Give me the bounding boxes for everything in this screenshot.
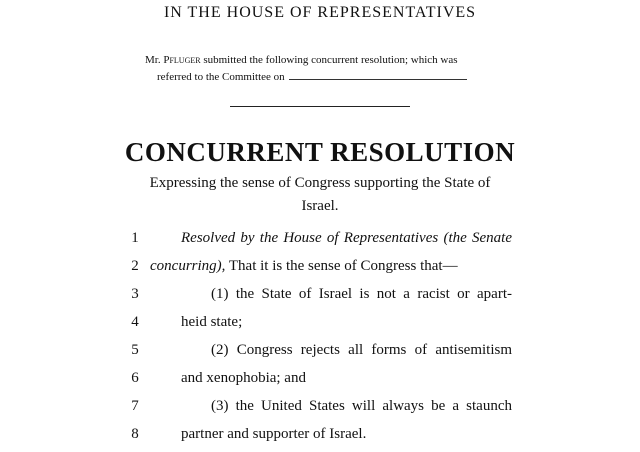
sponsor-action: submitted the following concurrent resolution; which was — [200, 54, 458, 66]
resolution-line — [0, 230, 640, 252]
resolution-line — [0, 314, 640, 336]
line-number: 7 — [131, 398, 139, 414]
line-text: heid state; — [181, 314, 243, 330]
resolution-line — [0, 426, 640, 448]
resolution-line — [0, 286, 640, 308]
resolution-line — [0, 258, 640, 280]
resolution-line — [0, 398, 640, 420]
resolution-line — [0, 370, 640, 392]
line-text: (2) Congress rejects all forms of antisemitism — [211, 342, 512, 358]
sponsor-name: Pfluger — [163, 54, 201, 66]
line-number: 4 — [131, 314, 139, 330]
document-title: CONCURRENT RESOLUTION — [124, 137, 516, 167]
line-text: and xenophobia; and — [181, 370, 306, 386]
line-text — [150, 258, 458, 275]
sponsor-line — [145, 52, 505, 68]
line-number: 1 — [131, 230, 139, 246]
sponsor-prefix: Mr. — [145, 54, 164, 66]
line-text: partner and supporter of Israel. — [181, 426, 367, 442]
committee-referral-text: referred to the Committee on — [157, 71, 285, 83]
line-number: 2 — [131, 258, 139, 274]
line-italic-text: concurring), — [150, 258, 226, 274]
line-text: (3) the United States will always be a staunch — [211, 398, 512, 414]
line-number: 8 — [131, 426, 139, 442]
committee-referral-line — [157, 68, 517, 85]
committee-blank — [289, 68, 467, 80]
resolution-line — [0, 342, 640, 364]
purpose-line-1: Expressing the sense of Congress supporting the State of — [149, 175, 491, 191]
line-number: 5 — [131, 342, 139, 358]
separator-rule — [230, 106, 410, 107]
line-text: (1) the State of Israel is not a racist or apart- — [211, 286, 512, 302]
line-number: 6 — [131, 370, 139, 386]
line-text: Resolved by the House of Representatives (the Senate — [181, 230, 512, 246]
line-roman-text: That it is the sense of Congress that— — [225, 258, 458, 274]
purpose-line-2: Israel. — [301, 198, 339, 214]
chamber-heading: IN THE HOUSE OF REPRESENTATIVES — [163, 4, 477, 21]
line-number: 3 — [131, 286, 139, 302]
